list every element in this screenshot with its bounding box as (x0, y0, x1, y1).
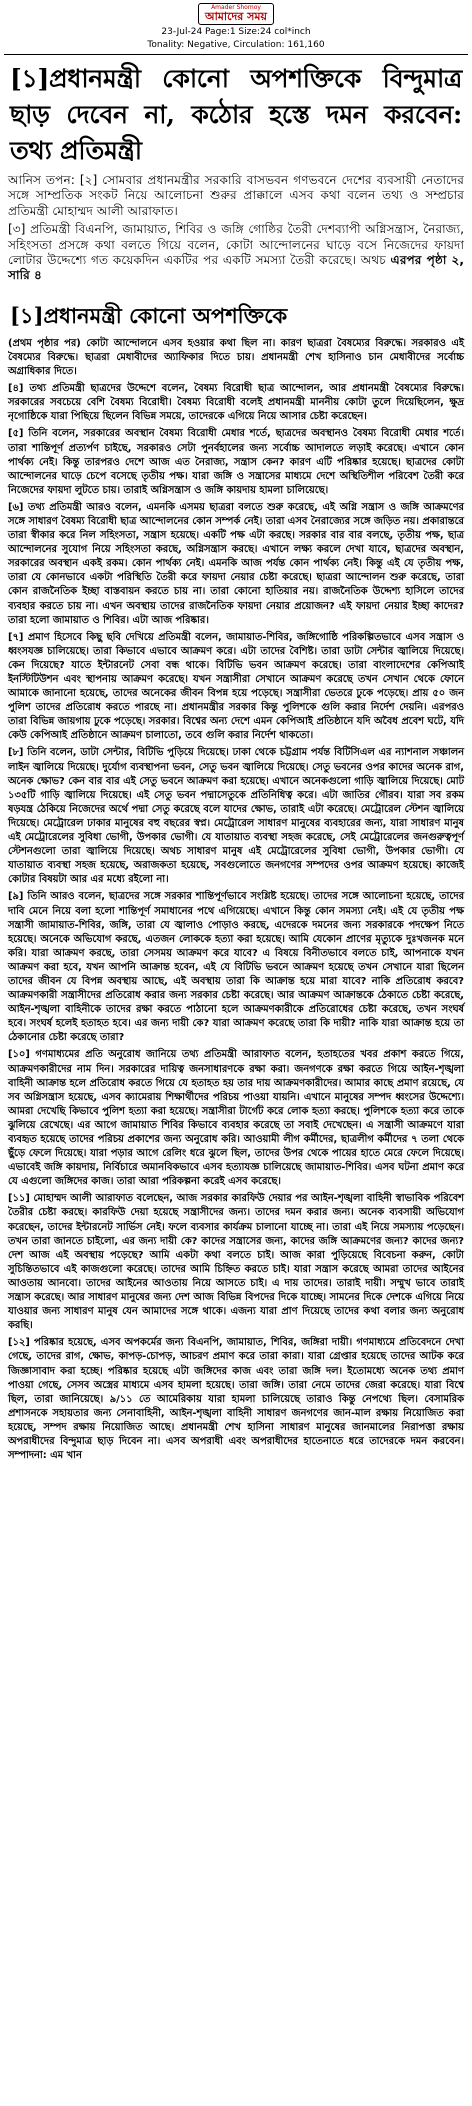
body-paragraph: [১২] পরিষ্কার হয়েছে, এসব অপকর্মের জন্য বিএনপি, জামায়াত, শিবির, জঙ্গিরা দায়ী। গণমাধ্যমে প্রতিবেদনে দেখা গেছে, তাদের রাগ, ক্ষোভ, কাপড়-চোপড়, আচরণ প্রমাণ করে তারা কারা। যারা গ্রেপ্তার হয়েছে তাদের আটক করে জিজ্ঞাসাবাদ করা হচ্ছে। পরিষ্কার হয়েছে এটা জঙ্গিদের কাজ এবং তারা জঙ্গি দল। ইতোমধ্যে অনেক তথ্য প্রমাণ পাওয়া গেছে, সেসব অস্ত্রের মাধ্যমে এসব হামলা হয়েছে। তারা জঙ্গি। তারা নেমে তাদের জেরা করেছে। যারা বিশ্বে ছিল, তারা জানিয়েছে। ৯/১১ তে আমেরিকায় যারা হামলা চালিয়েছে তারাও কিন্তু নেপথ্যে ছিল। বেসামরিক প্রশাসনকে সহায়তার জন্য সেনাবাহিনী, আইন-শৃঙ্খলা বাহিনী সাধারণ জনগণের জান-মাল রক্ষায় নিয়োজিত করা হয়েছে, সম্পদ রক্ষায় নিয়োজিত আছে। প্রধানমন্ত্রী শেখ হাসিনা সাধারণ মানুষের জানমালের নিরাপত্তা রক্ষায় অপরাধীদের বিন্দুমাত্র ছাড় দিবেন না। এসব অপরাধী এবং অপরাধীদের হাতেনাতে ধরে তাদেরকে দমন করবেন। সম্পাদনা: এম খান (8, 1337, 464, 1462)
masthead (0, 0, 472, 55)
jump-line: এরপর পৃষ্ঠা ২, সারি ৪ (8, 253, 465, 283)
lead-section (0, 173, 472, 284)
body-paragraph: [১১] মোহাম্মদ আলী আরাফাত বলেছেন, আজ সরকার কারফিউ দেয়ার পর আইন-শৃঙ্খলা বাহিনী স্বাভাবিক পরিবেশ তৈরীর চেষ্টা করছে। কারফিউ দেয়া হয়েছে সন্ত্রাসীদের জন্য। তাদের দমন করার জন্য। অনেক ব্যবসায়ী অভিযোগ করেছেন, তাদের ইন্টারনেট সার্ভিস নেই। ফলে ব্যবসার কার্যক্রম চালানো যাচ্ছে না। তারা এই নিয়ে সমস্যায় পড়েছেন। তখন তারা জানতে চাইলো, এর জন্য দায়ী কে? কাদের সন্ত্রাসের জন্য, কাদের জঙ্গি আক্রমণের জন্য? কাদের জন্য? দেশ আজ এই অবস্থায় পড়েছে? আমি একটা কথা বলতে চাই। আজ কারা পুড়িয়েছে বিবেচনা করুন, কোটা সুচিন্তিতভাবে এই কাজগুলো করেছে। তাদের আমি চিহ্নিত করতে চাই। যারা সন্ত্রাস করেছে আমরা তাদের আইনের আওতায় আনবো। তাদের আইনের আওতায় নিয়ে আসতে চাই। এ দায় তাদের। তারাই দায়ী। সম্মুখ ভাবে তারাই সন্ত্রাস করেছে। আর সাধারণ মানুষের জন্য দেশ আজ বিভিন্ন বিপদের দিকে যাচ্ছে। সামনের দিকে দেশকে এগিয়ে নিয়ে যাওয়ার জন্য সাধারণ মানুষ যেন আমাদের সঙ্গে থাকে। এজন্য যারা প্রাণ দিয়েছে তাদের কথা বলার জন্য অনুরোধ করছি। (8, 1193, 464, 1332)
lead-paragraph-1: আনিস তপন: [২] সোমবার প্রধানমন্ত্রীর সরকারি বাসভবন গণভবনে দেশের ব্যবসায়ী নেতাদের সঙ্গে সাম্প্রতিক সংকট নিয়ে আলোচনা শুরুর প্রাক্কালে এসব কথা বলেন তথ্য ও সম্প্রচার প্রতিমন্ত্রী মোহাম্মদ আলী আরাফাত। (8, 173, 464, 218)
body-paragraph: [৯] তিনি আরও বলেন, ছাত্রদের সঙ্গে সরকার শান্তিপূর্ণভাবে সংশ্লিষ্ট হয়েছে। তাদের সঙ্গে আলোচনা হয়েছে, তাদের দাবি মেনে নিয়ে বলা হলো শান্তিপূর্ণ সমাধানের পথে এগিয়েছে। এখানে কিন্তু কোন সমস্যা নেই। এই যে তৃতীয় পক্ষ সন্ত্রাসী জামায়াত-শিবির, জঙ্গি, তারা যে জ্বালাও পোড়াও করছে, এদেরকে দমনের জন্য সরকারকে পদক্ষেপ নিতে হয়েছে। অনেকে অভিযোগ করছে, এতজন লোককে হত্যা করা হয়েছে। আমি যেকোন প্রাণের মৃত্যুকে দুঃখজনক মনে করি। যারা আক্রমণ করছে, তারা সেসময় আক্রমণ করে যাবে? এ বিষয়ে বিনীতভাবে বলতে চাই, আপনাকে যখন আক্রমণ করা হবে, যখন আপনি আক্রান্ত হবেন, এই যে বিটিভি ভবনে আক্রমণ হয়েছে তখন সেখানে যারা ছিলেন তাদের জীবন যে বিপন্ন অবস্থায় আছে, এই অবস্থায় তারা কি আক্রান্ত হয়ে মারা যাবে? নাকি প্রতিরোধ করবে? আক্রমণকারী সন্ত্রাসীদের প্রতিরোধ করার জন্য সরকার চেষ্টা করেছে। আর আক্রমণ আক্রান্তকে ঠেকাতে চেষ্টা করেছে, আইন-শৃঙ্খলা বাহিনীকে তাদের রক্ষা করতে পাঠানো হলে আক্রমণকারীকে প্রতিরোধের চেষ্টা করেছে, তখন সংঘর্ষ হবে। সংঘর্ষ হলেই হতাহত হবে। এর জন্য দায়ী কে? যারা আক্রমণ করেছে তারা কি দায়ী? নাকি যারা আক্রান্ত হয়ে তা ঠেকানোর চেষ্টা করেছে তারা? (8, 891, 464, 1044)
body-paragraph: [৭] প্রমাণ হিসেবে কিছু ছবি দেখিয়ে প্রতিমন্ত্রী বলেন, জামায়াত-শিবির, জঙ্গিগোষ্ঠি পরিকল্পিতভাবে এসব সন্ত্রাস ও ধ্বংসযজ্ঞ চালিয়েছে। তারা কিভাবে এভাবে আক্রমণ করে। এটা তাদের বৈশিষ্ট। তারা ডাটা সেন্টার জ্বালিয়ে দিয়েছে। কেন দিয়েছে? যাতে ইন্টারনেট সেবা বন্ধ থাকে। বিটিভি ভবন আক্রমণ করেছে। তারা বাংলাদেশের কেপিআই ইনস্টিটিউশন এবং স্থাপনায় আক্রমণ করেছে। যখন সন্ত্রাসীরা সেখানে আক্রমণ করেছে তখন সেখান থেকে ফোনে আমাকে জানানো হয়েছে, তাদের অনেকের জীবন বিপন্ন হয়ে পড়েছে। সন্ত্রাসীরা ভেতরে ঢুকে পড়েছে। প্রায় ৫০ জন পুলিশ তাদের প্রতিরোধ করতে পারছে না। প্রধানমন্ত্রীর সরকার কিন্তু পুলিশকে গুলি করার নির্দেশ দেয়নি। এরপরও তারা বিভিন্ন জায়গায় ঢুকে পড়েছে। সরকার। বিশ্বের অন্য দেশে এমন কেপিআই প্রতিষ্ঠানে যদি অবৈধ প্রবেশ ঘটে, যদি কেউ কেপিআই প্রতিষ্ঠানে আক্রমণ চালাতো, তবে গুলি করার নির্দেশ থাকতো। (8, 631, 464, 742)
logo-english-text: Amader Shomoy (211, 4, 261, 11)
body-paragraph: [৪] তথ্য প্রতিমন্ত্রী ছাত্রদের উদ্দেশে বলেন, বৈষম্য বিরোধী ছাত্র আন্দোলন, আর প্রধানমন্ত্রী বৈষম্যের বিরুদ্ধে। সরকারের সবচেয়ে বেশি বৈষম্য বিরোধী। বৈষম্য বিরোধী বলেই প্রধানমন্ত্রী মাননীয় কোটা তুলে দিয়েছিলেন, ক্ষুদ্র নৃগোষ্ঠিকে যারা পিছিয়ে ছিলেন বিভিন্ন সময়ে, তাদেরকে এগিয়ে নিয়ে আসার চেষ্টা করেছেন। (8, 383, 464, 423)
clip-meta-line-1: 23-Jul-24 Page:1 Size:24 col*inch (161, 27, 311, 37)
article-body (0, 337, 472, 1463)
main-headline: [১]প্রধানমন্ত্রী কোনো অপশক্তিকে বিন্দুমাত্র ছাড় দেবেন না, কঠোর হস্তে দমন করবেন: তথ্য প্রতিমন্ত্রী (10, 64, 462, 165)
body-paragraph: [৮] তিনি বলেন, ডাটা সেন্টার, বিটিভি পুড়িয়ে দিয়েছে। ঢাকা থেকে চট্টগ্রাম পর্যন্ত বিটিসিএল এর ন্যাশনাল সঞ্চালন লাইন জ্বালিয়ে দিয়েছে। দুর্যোগ ব্যবস্থাপনা ভবন, সেতু ভবন জ্বালিয়ে দিয়েছে। সেতু ভবনের ওপর কাদের অনেক রাগ, অনেক ক্ষোভ? কেন বার বার এই সেতু ভবনে আক্রমণ করা হয়েছে। এখানে অনেকগুলো গাড়ি জ্বালিয়ে দিয়েছে। মোট ১৩৫টি গাড়ি জ্বালিয়ে দিয়েছে। এই সেতু ভবন পদ্মাসেতুকে প্রতিনিধিত্ব করে। এটা জাতির গৌরব। যারা সব রকম ষড়যন্ত্র ঠেকিয়ে নিজেদের অর্থে পদ্মা সেতু করেছে বলে যাদের ক্ষোভ, তারাই এটা করেছে। মেট্রোরেল স্টেশন জ্বালিয়ে দিয়েছে। মেট্রোরেল ঢাকার মানুষের বহু বছরের স্বপ্ন। মেট্রোরেল সাধারণ মানুষের ব্যবহারের জন্য, যারা সাধারণ মানুষ এই মেট্রোরেলের সুবিধা ভোগী, উপকার ভোগী। যে যাতায়াত ব্যবস্থা সহজ করেছে, সেই মেট্রোরেলের জনগুরুত্বপূর্ণ স্টেশনগুলো তারা জ্বালিয়ে দিয়েছে। অথচ সাধারণ মানুষ এই মেট্রোরেলের সুবিধা ভোগী, উপকার ভোগী। যে যাতায়াত ব্যবস্থা সহজ হয়েছে, অরাজকতা হয়েছে, সবগুলোতে জনগণের সম্পদের ওপর আক্রমণ হয়েছে। কাজেই কোটার বিষয়টা আর এর মধ্যে রইলো না। (8, 747, 464, 886)
newspaper-logo (198, 3, 274, 25)
logo-bangla-text: আমাদের সময় (204, 10, 268, 23)
body-paragraph: [১০] গণমাধ্যমের প্রতি অনুরোধ জানিয়ে তথ্য প্রতিমন্ত্রী আরাফাত বলেন, হতাহতের খবর প্রকাশ করতে গিয়ে, আক্রমণকারীদের নাম দিন। সরকারের দায়িত্ব জনসাধারণকে রক্ষা করা। জনগণকে রক্ষা করতে গিয়ে আইন-শৃঙ্খলা বাহিনী আক্রান্ত হলে প্রতিরোধ করতে গিয়ে যে হতাহত হয় তার দায় আক্রমণকারীদের। আমার কাছে প্রমাণ রয়েছে, যে সব অগ্নিসন্ত্রাস হয়েছে, এসব ক্যামেরায় শিক্ষার্থীদের পরিচয় পাওয়া যায়নি। এখানে মানুষের সম্পদ ধ্বংসের উদ্দেশ্যে। আমরা দেখেছি কিভাবে পুলিশ হত্যা করা হয়েছে। সন্ত্রাসীরা টার্গেট করে লোক হত্যা করছে। পুলিশকে হত্যা করে তাকে ঝুলিয়ে রেখেছে। এর আগে জামায়াত শিবির কিভাবে ব্যবহার করেছে তা সবাই দেখেছেন। এ সন্ত্রাসী আক্রমণে যারা ব্যবহৃত হয়েছে তাদের পরিচয় প্রকাশের জন্য অনুরোধ করি। আওয়ামী লীগ কর্মীদের, ছাত্রলীগ কর্মীদের ৭ তলা থেকে ছুঁড়ে ফেলে দিয়েছে। যারা পড়ার আগে রেলিং ধরে ঝুলে ছিল, তাদের উপর থেকে পায়ের হাতে মেরে ফেলে দিয়েছে। এভাবেই জঙ্গি কায়দায়, নির্বিচারে অমানবিকভাবে এসব হত্যাযজ্ঞ চালিয়েছে জামায়াত-শিবির। এসব ঘটনা প্রমাণ করে যে এগুলো জঙ্গিদের কাজ। তারা আরা পরিকল্পনা করেই এসব করেছে। (8, 1049, 464, 1188)
continuation-title: [১]প্রধানমন্ত্রী কোনো অপশক্তিকে (10, 302, 288, 328)
body-paragraph: (প্রথম পৃষ্ঠার পর) কোটা আন্দোলনে এসব হওয়ার কথা ছিল না। কারণ ছাত্ররা বৈষম্যের বিরুদ্ধে। সরকারও এই বৈষম্যের বিরুদ্ধে। ছাত্ররা মেধাবীদের অ্যাফিকার দিতে চায়। প্রধানমন্ত্রী শেখ হাসিনাও চান মেধাবীদের সর্বোচ্চ অগ্রাধিকার দিতে। (8, 337, 464, 378)
lead-paragraph-2-text: [৩] প্রতিমন্ত্রী বিএনপি, জামায়াত, শিবির ও জঙ্গি গোষ্ঠির তৈরী দেশব্যাপী অগ্নিসন্ত্রাস, নৈরাজ্য, সহিংসতা প্রসঙ্গে কথা বলতে গিয়ে বলেন, কোটা আন্দোলনের ঘাড়ে বসে নিজেদের ফায়দা লোটার উদ্দেশ্যে গত কয়েকদিন একটির পর একটি সমস্যা তৈরী করেছে। অথচ (8, 222, 464, 268)
body-paragraph: [৬] তথ্য প্রতিমন্ত্রী আরও বলেন, এমনকি এসময় ছাত্ররা বলতে শুরু করেছে, এই অগ্নি সন্ত্রাস ও জঙ্গি আক্রমণের সঙ্গে সাধারণ বৈষম্য বিরোধী ছাত্র আন্দোলনের কোন সম্পর্ক নেই। তারা এসব নৈরাজ্যের সঙ্গে জড়িত নয়। প্রকারান্তরে তারা স্বীকার করে নিল সহিংসতা, সন্ত্রাস হয়েছে। একটি পক্ষ এটা করছে। সরকার বার বার বলছে, তৃতীয় পক্ষ, ছাত্র আন্দোলনের সুযোগ নিয়ে সহিংসতা করছে, অগ্নিসন্ত্রাস করছে। এখানে লক্ষ্য করলে দেখা যাবে, ছাত্রদের অবস্থান, সরকারের অবস্থান একই রকম। কোন পার্থক্য নেই। এমনকি আজ পর্যন্ত কোন পার্থক্য নেই। কিন্তু এই যে তৃতীয় পক্ষ, তারা যে কোনভাবে একটা পরিস্থিতি তৈরী করে ফায়দা নেয়ার চেষ্টা করেছে। ছাত্ররা আন্দোলন শুরু করেছে, তারা কোন রাজনৈতিক ইচ্ছা বাস্তবায়ন করতে চায় না। তারা কোনো হাতিয়ার নয়। রাজনৈতিক উদ্দেশ্য হাসিলে তাদের ব্যবহার করতে চায় না। এখন অবস্থায় তাদের রাজনৈতিক ফায়দা নেয়ার প্রয়োজন? এই ফায়দা নেয়ার ইচ্ছা কাদের? তারা হলো জামায়াত ও শিবির। এটা আজ পরিষ্কার। (8, 501, 464, 626)
clip-meta-line-2: Tonality: Negative, Circulation: 161,160 (147, 40, 325, 50)
lead-paragraph-2 (8, 222, 464, 284)
body-paragraph: [৫] তিনি বলেন, সরকারের অবস্থান বৈষম্য বিরোধী মেধার শর্তে, ছাত্রদের অবস্থানও বৈষম্য বিরোধী মেধার শর্তে। তারা শান্তিপূর্ণ প্রত্যর্পণ চাইছে, সরকারও সেটা পুনর্বহালের জন্য সর্বোচ্চ আদালতে লড়াই করেছে। এখানে কোন পার্থক্য নেই। কিন্তু তারপরও দেশে আজ এত নৈরাজ্য, সন্ত্রাস কেন? কারণ এটি পরিষ্কার হয়েছে। ছাত্রদের কোটা আন্দোলনের ঘাড়ে চেপে বসেছে তৃতীয় পক্ষ। যারা জঙ্গি ও সন্ত্রাসের মাধ্যমে দেশে অস্থিতিশীল পরিবেশ তৈরী করে নিজেদের ফায়দা লুটতে চায়। তারাই অগ্নিসন্ত্রাস ও জঙ্গি কায়দায় হামলা চালিয়েছে। (8, 428, 464, 496)
